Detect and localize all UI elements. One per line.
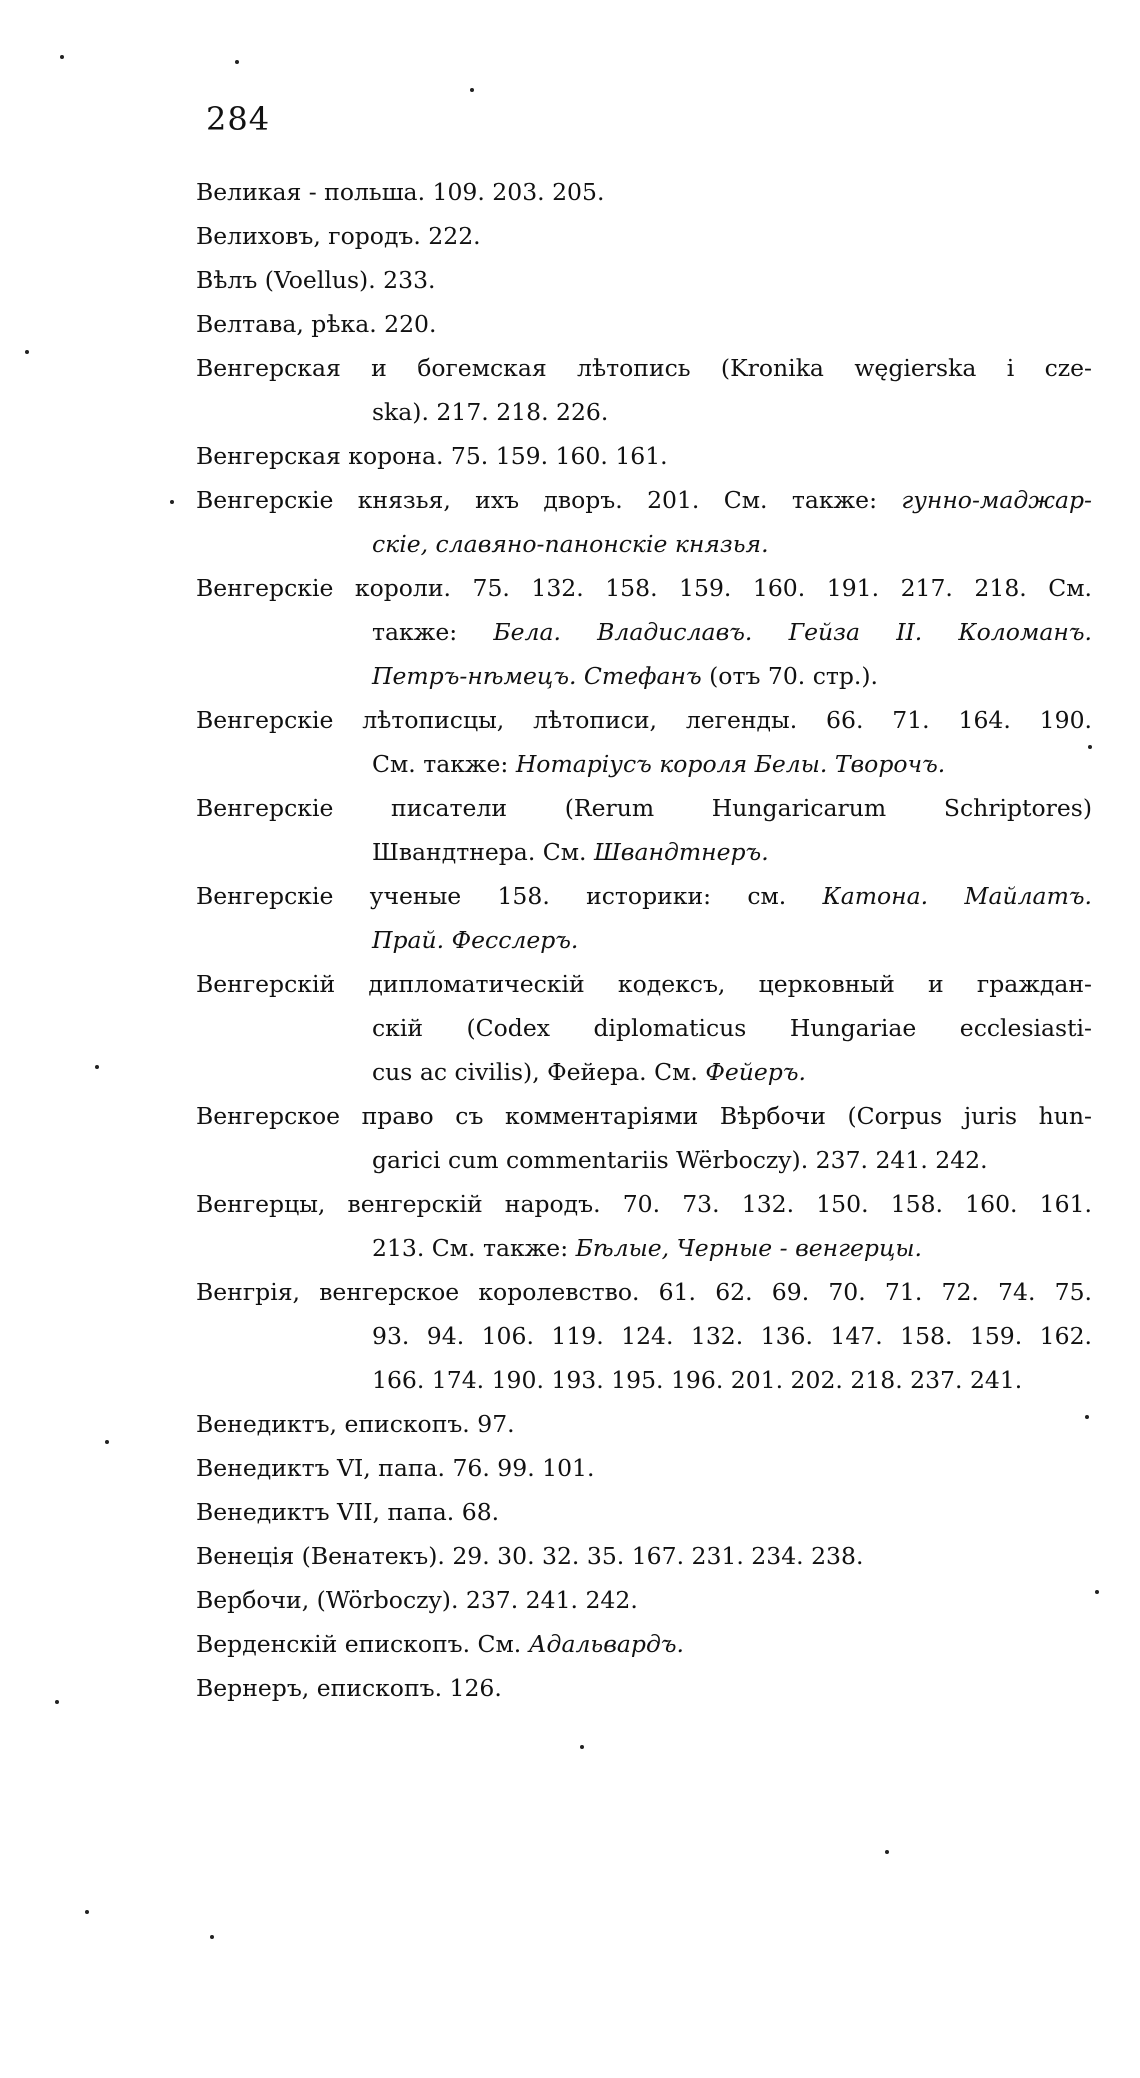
scan-speck	[95, 1065, 99, 1069]
entry-heading-line	[196, 874, 1092, 918]
entry-text: 93. 94. 106. 119. 124. 132. 136. 147. 158. 159. 162.	[372, 1322, 1092, 1350]
entry-text: Венгерская и богемская лѣтопись (Kronika węgierska i cze-	[196, 354, 1092, 382]
cross-reference-text: гунно-маджар-	[901, 486, 1092, 514]
cross-reference-text: Нотаріусъ короля Белы. Творочъ.	[515, 750, 946, 778]
entry-text: Венеція (Венатекъ). 29. 30. 32. 35. 167. 231. 234. 238.	[196, 1542, 864, 1570]
cross-reference-text: Фейеръ.	[705, 1058, 806, 1086]
index-entry	[196, 1446, 1092, 1490]
entry-text: ska). 217. 218. 226.	[372, 398, 609, 426]
cross-reference-text: Швандтнеръ.	[593, 838, 769, 866]
scan-speck	[85, 1910, 89, 1914]
scan-speck	[210, 1935, 214, 1939]
entry-heading-line	[196, 786, 1092, 830]
cross-reference-text: Бѣлые, Черные - венгерцы.	[575, 1234, 922, 1262]
entry-continuation-line	[196, 390, 1092, 434]
page-number: 284	[206, 100, 271, 138]
scan-speck	[235, 60, 239, 64]
scan-speck	[105, 1440, 109, 1444]
entry-heading-line	[196, 1270, 1092, 1314]
scan-speck	[885, 1850, 889, 1854]
entry-text: garici cum commentariis Wërboczy). 237. 241. 242.	[372, 1146, 988, 1174]
entry-text: cus ac civilis), Фейера. См.	[372, 1058, 706, 1086]
entry-continuation-line	[196, 1138, 1092, 1182]
entry-heading-line	[196, 1402, 1092, 1446]
scan-speck	[170, 500, 174, 504]
entry-heading-line	[196, 170, 1092, 214]
entry-text: Вербочи, (Wörboczy). 237. 241. 242.	[196, 1586, 638, 1614]
entry-text: Велиховъ, городъ. 222.	[196, 222, 481, 250]
index-entry	[196, 1666, 1092, 1710]
scan-speck	[60, 55, 64, 59]
entry-text: Венедиктъ VI, папа. 76. 99. 101.	[196, 1454, 595, 1482]
scan-speck	[580, 1745, 584, 1749]
entry-text: (отъ 70. стр.).	[701, 662, 879, 690]
entry-text: Венедиктъ VII, папа. 68.	[196, 1498, 500, 1526]
index-list	[0, 170, 1140, 1710]
entry-heading-line	[196, 1622, 1092, 1666]
scan-speck	[1088, 745, 1092, 749]
entry-text: Венедиктъ, епископъ. 97.	[196, 1410, 515, 1438]
index-entry	[196, 478, 1092, 566]
index-entry	[196, 874, 1092, 962]
index-entry	[196, 346, 1092, 434]
entry-continuation-line	[196, 610, 1092, 654]
cross-reference-text: Адальвардъ.	[528, 1630, 684, 1658]
entry-text: Велтава, рѣка. 220.	[196, 310, 437, 338]
entry-text: Венгерскіе князья, ихъ дворъ. 201. См. также:	[196, 486, 902, 514]
entry-text: Венгерскіе лѣтописцы, лѣтописи, легенды. 66. 71. 164. 190.	[196, 706, 1092, 734]
entry-text: Венгерскіе писатели (Rerum Hungaricarum Schriptores)	[196, 794, 1092, 822]
entry-text: Венгерское право съ комментаріями Вѣрбочи (Corpus juris hun-	[196, 1102, 1092, 1130]
index-entry	[196, 302, 1092, 346]
entry-heading-line	[196, 302, 1092, 346]
entry-text: Вернеръ, епископъ. 126.	[196, 1674, 502, 1702]
entry-text: также:	[372, 618, 494, 646]
entry-heading-line	[196, 1446, 1092, 1490]
index-entry	[196, 214, 1092, 258]
entry-text: скій (Codex diplomaticus Hungariae ecclesiasti-	[372, 1014, 1092, 1042]
index-entry	[196, 1094, 1092, 1182]
entry-heading-line	[196, 566, 1092, 610]
entry-continuation-line	[196, 1226, 1092, 1270]
entry-heading-line	[196, 1490, 1092, 1534]
entry-text: Венгерцы, венгерскій народъ. 70. 73. 132. 150. 158. 160. 161.	[196, 1190, 1092, 1218]
entry-text: Верденскій епископъ. См.	[196, 1630, 529, 1658]
entry-heading-line	[196, 434, 1092, 478]
entry-heading-line	[196, 214, 1092, 258]
index-entry	[196, 1402, 1092, 1446]
index-entry	[196, 1270, 1092, 1402]
entry-continuation-line	[196, 1050, 1092, 1094]
cross-reference-text: Петръ-нѣмецъ. Стефанъ	[372, 662, 702, 690]
index-entry	[196, 1622, 1092, 1666]
entry-text: См. также:	[372, 750, 516, 778]
index-entry	[196, 566, 1092, 698]
index-entry	[196, 786, 1092, 874]
entry-continuation-line	[196, 742, 1092, 786]
entry-heading-line	[196, 346, 1092, 390]
scan-speck	[1085, 1415, 1089, 1419]
entry-continuation-line	[196, 918, 1092, 962]
entry-continuation-line	[196, 1314, 1092, 1358]
entry-heading-line	[196, 1094, 1092, 1138]
index-entry	[196, 1182, 1092, 1270]
scan-speck	[1095, 1590, 1099, 1594]
cross-reference-text: Прай. Фесслеръ.	[372, 926, 579, 954]
entry-text: Швандтнера. См.	[372, 838, 594, 866]
entry-heading-line	[196, 962, 1092, 1006]
index-entry	[196, 962, 1092, 1094]
entry-heading-line	[196, 258, 1092, 302]
scan-speck	[470, 88, 474, 92]
entry-text: Великая - польша. 109. 203. 205.	[196, 178, 605, 206]
entry-text: Вѣлъ (Voellus). 233.	[196, 266, 436, 294]
entry-heading-line	[196, 478, 1092, 522]
index-entry	[196, 1490, 1092, 1534]
entry-text: 213. См. также:	[372, 1234, 576, 1262]
scan-speck	[25, 350, 29, 354]
entry-heading-line	[196, 1666, 1092, 1710]
entry-heading-line	[196, 1182, 1092, 1226]
entry-heading-line	[196, 698, 1092, 742]
entry-text: Венгрія, венгерское королевство. 61. 62. 69. 70. 71. 72. 74. 75.	[196, 1278, 1092, 1306]
cross-reference-text: Катона. Майлатъ.	[822, 882, 1092, 910]
index-entry	[196, 434, 1092, 478]
index-entry	[196, 1534, 1092, 1578]
index-entry	[196, 1578, 1092, 1622]
entry-text: Венгерскіе ученые 158. историки: см.	[196, 882, 823, 910]
index-entry	[196, 258, 1092, 302]
entry-heading-line	[196, 1578, 1092, 1622]
entry-text: Венгерскіе короли. 75. 132. 158. 159. 160. 191. 217. 218. См.	[196, 574, 1092, 602]
scan-speck	[55, 1700, 59, 1704]
cross-reference-text: Бела. Владиславъ. Гейза II. Коломанъ.	[493, 618, 1092, 646]
index-entry	[196, 170, 1092, 214]
entry-continuation-line	[196, 654, 1092, 698]
entry-continuation-line	[196, 1358, 1092, 1402]
index-entry	[196, 698, 1092, 786]
entry-text: Венгерскій дипломатическій кодексъ, церковный и граждан-	[196, 970, 1092, 998]
entry-continuation-line	[196, 522, 1092, 566]
entry-continuation-line	[196, 1006, 1092, 1050]
cross-reference-text: скіе, славяно-панонскіе князья.	[372, 530, 769, 558]
entry-text: 166. 174. 190. 193. 195. 196. 201. 202. 218. 237. 241.	[372, 1366, 1023, 1394]
entry-heading-line	[196, 1534, 1092, 1578]
entry-continuation-line	[196, 830, 1092, 874]
entry-text: Венгерская корона. 75. 159. 160. 161.	[196, 442, 668, 470]
